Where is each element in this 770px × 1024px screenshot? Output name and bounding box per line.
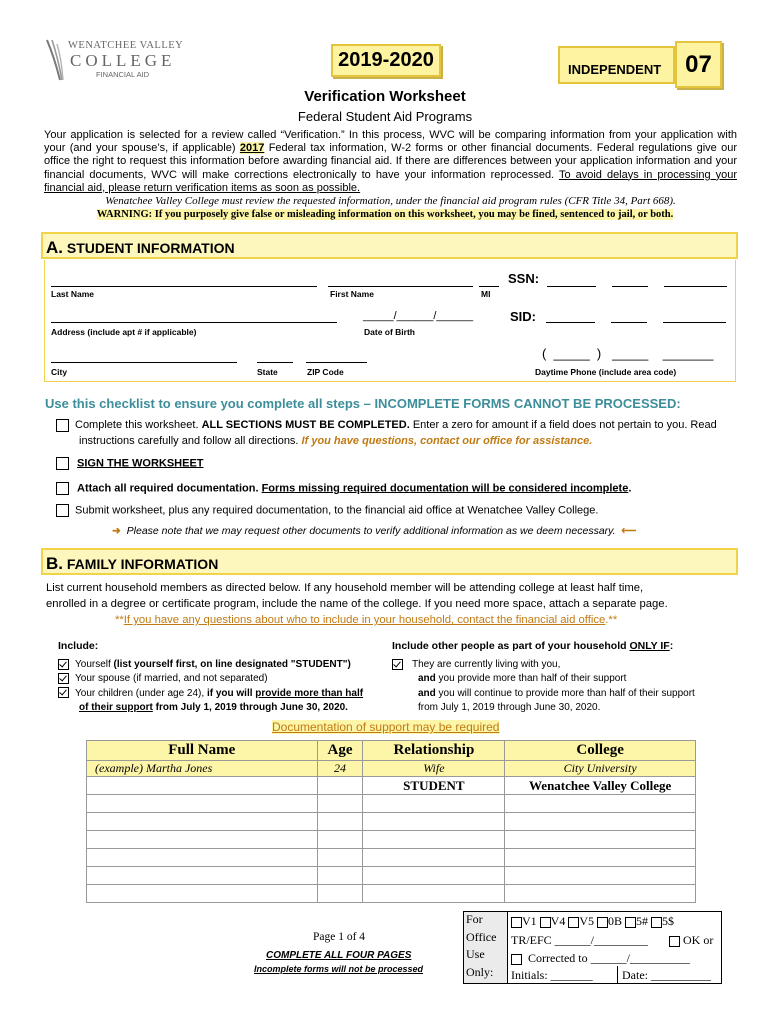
- checkbox-0b[interactable]: [597, 917, 608, 928]
- table-row[interactable]: [87, 813, 696, 831]
- sid-field-2[interactable]: [611, 322, 647, 323]
- checkbox-attach[interactable]: [56, 482, 69, 495]
- checklist-heading: Use this checklist to ensure you complete all steps – INCOMPLETE FORMS CANNOT BE PROCESSED:: [45, 396, 681, 411]
- checkbox-complete[interactable]: [56, 419, 69, 432]
- include-item-spouse: Your spouse (if married, and not separated): [58, 672, 363, 686]
- state-label: State: [257, 367, 278, 377]
- sid-field-3[interactable]: [663, 322, 726, 323]
- city-label: City: [51, 367, 68, 377]
- college-logo: [44, 38, 194, 84]
- ssn-field-3[interactable]: [664, 286, 727, 287]
- other-list: They are currently living with you, and you provide more than half of their support and you will continue to provide more than half of their support from July 1, 2019 through June 30, 2020.: [392, 658, 695, 715]
- ok-option: OK or: [669, 933, 713, 948]
- checklist-item-attach: Attach all required documentation. Forms missing required documentation will be considered incomplete.: [56, 482, 631, 495]
- complete-all-pages: COMPLETE ALL FOUR PAGES: [266, 950, 412, 961]
- checkbox-v5[interactable]: [568, 917, 579, 928]
- logo-line1: WENATCHEE VALLEY: [68, 40, 184, 51]
- table-row-example: (example) Martha Jones 24 Wife City University: [87, 761, 696, 777]
- table-row[interactable]: [87, 831, 696, 849]
- table-row[interactable]: [87, 867, 696, 885]
- last-name-label: Last Name: [51, 289, 94, 299]
- address-label: Address (include apt # if applicable): [51, 327, 197, 337]
- checkbox-submit[interactable]: [56, 504, 69, 517]
- incomplete-warning: Incomplete forms will not be processed: [254, 964, 424, 974]
- page-title: Verification Worksheet: [304, 88, 466, 105]
- checkbox-sign[interactable]: [56, 457, 69, 470]
- section-a-header: A. STUDENT INFORMATION: [41, 232, 738, 259]
- warning-text: WARNING: If you purposely give false or misleading information on this worksheet, you may be fined, sentenced to jail, or both.: [96, 209, 674, 220]
- corrected-field: Corrected to ______/__________: [511, 951, 690, 966]
- last-name-field[interactable]: [51, 286, 317, 287]
- ssn-field-2[interactable]: [612, 286, 648, 287]
- checkbox-5dollar[interactable]: [651, 917, 662, 928]
- checklist-item-submit: Submit worksheet, plus any required documentation, to the financial aid office at Wenatchee Valley College.: [56, 504, 598, 517]
- checkbox-5hash[interactable]: [625, 917, 636, 928]
- first-name-label: First Name: [330, 289, 374, 299]
- col-college: College: [505, 741, 696, 761]
- page-number: Page 1 of 4: [313, 931, 366, 943]
- office-use-box: [463, 911, 722, 984]
- table-row[interactable]: [87, 795, 696, 813]
- zip-label: ZIP Code: [307, 367, 344, 377]
- ssn-field-1[interactable]: [547, 286, 596, 287]
- independent-badge: INDEPENDENT: [558, 46, 675, 84]
- student-age-cell[interactable]: [317, 777, 363, 795]
- checkbox-v4[interactable]: [540, 917, 551, 928]
- intro-paragraph: Your application is selected for a review called “Verification.” In this process, WVC will be comparing information from your application with your (and your spouse’s, if applicable) 2017 Federal tax information, W-2 forms or other financial documents. Federal regulations give our office the right to request this information before awarding financial aid. If there are differences between your application information and your financial documents, WVC will make corrections electronically to have your information reprocessed. To avoid delays in processing your financial aid, please return verification items as soon as possible.: [44, 129, 737, 194]
- ssn-label: SSN:: [508, 271, 540, 286]
- include-item-children: Your children (under age 24), if you will provide more than half: [58, 687, 363, 701]
- logo-line3: FINANCIAL AID: [96, 70, 150, 79]
- checkmark-icon: [58, 687, 69, 698]
- checklist-item-sign: SIGN THE WORKSHEET: [56, 457, 204, 470]
- sid-field-1[interactable]: [546, 322, 595, 323]
- col-relationship: Relationship: [363, 741, 505, 761]
- checkbox-ok[interactable]: [669, 936, 680, 947]
- student-name-cell[interactable]: [87, 777, 318, 795]
- table-header-row: [87, 741, 696, 761]
- col-age: Age: [317, 741, 363, 761]
- office-use-label: For Office Use Only:: [464, 912, 508, 983]
- include-item-yourself: Yourself (list yourself first, on line designated "STUDENT"): [58, 658, 363, 672]
- phone-label: Daytime Phone (include area code): [535, 367, 677, 377]
- office-codes-row: V1 V4 V5 0B 5# 5$: [511, 914, 674, 929]
- dob-field[interactable]: _____/______/______: [363, 310, 474, 322]
- date-field[interactable]: Date: __________: [622, 968, 711, 982]
- initials-field[interactable]: Initials: _______: [511, 968, 593, 982]
- arrow-left-icon: ⟵: [621, 525, 637, 537]
- year-badge: 2019-2020: [331, 44, 441, 77]
- documentation-note: Documentation of support may be required: [272, 720, 500, 734]
- office-divider: [617, 966, 618, 983]
- checklist-note: ➜ Please note that we may request other documents to verify additional information as we deem necessary. ⟵: [112, 525, 637, 537]
- checkbox-corrected[interactable]: [511, 954, 522, 965]
- phone-field[interactable]: ( _____ ) _____ _______: [542, 346, 714, 361]
- arrow-right-icon: ➜: [112, 525, 121, 537]
- section-b-header: B. FAMILY INFORMATION: [41, 548, 738, 575]
- trefc-field[interactable]: TR/EFC ______/_________: [511, 933, 649, 947]
- checkmark-icon: [392, 659, 403, 670]
- checkmark-icon: [58, 673, 69, 684]
- family-instructions: List current household members as directed below. If any household member will be attending college at least half time, enrolled in a degree or certificate program, include the name of the college. If you need more space, attach a separate page. **If you have any questions about who to include in your household, contact the financial aid office.**: [46, 582, 668, 626]
- city-field[interactable]: [51, 362, 237, 363]
- dob-label: Date of Birth: [364, 327, 415, 337]
- household-table: [86, 740, 696, 903]
- checklist-item-complete: Complete this worksheet. ALL SECTIONS MUST BE COMPLETED. Enter a zero for amount if a field does not pertain to you. Read instructions carefully and follow all directions. If you have questions, contact our office for assistance.: [56, 417, 746, 449]
- table-row-student: STUDENT Wenatchee Valley College: [87, 777, 696, 795]
- first-name-field[interactable]: [328, 286, 473, 287]
- state-field[interactable]: [257, 362, 293, 363]
- page-subtitle: Federal Student Aid Programs: [297, 109, 473, 124]
- mi-field[interactable]: [479, 286, 499, 287]
- form-number-badge: 07: [675, 41, 722, 88]
- address-field[interactable]: [51, 322, 337, 323]
- mi-label: MI: [481, 289, 491, 299]
- table-row[interactable]: [87, 849, 696, 867]
- zip-field[interactable]: [306, 362, 367, 363]
- leaf-logo-icon: [44, 38, 70, 82]
- other-heading: Include other people as part of your household ONLY IF:: [392, 640, 674, 652]
- logo-line2: COLLEGE: [70, 51, 176, 70]
- include-heading: Include:: [58, 640, 99, 652]
- sid-label: SID:: [510, 309, 536, 324]
- checkmark-icon: [58, 659, 69, 670]
- include-list: Yourself (list yourself first, on line designated "STUDENT") Your spouse (if married, and not separated) Your children (under age 24), if you will provide more than half of their support from July 1, 2019 through June 30, 2020.: [58, 658, 363, 715]
- table-row[interactable]: [87, 885, 696, 903]
- checkbox-v1[interactable]: [511, 917, 522, 928]
- col-full-name: Full Name: [87, 741, 318, 761]
- cfr-note: Wenatchee Valley College must review the requested information, under the financial aid program rules (CFR Title 34, Part 668).: [105, 195, 676, 207]
